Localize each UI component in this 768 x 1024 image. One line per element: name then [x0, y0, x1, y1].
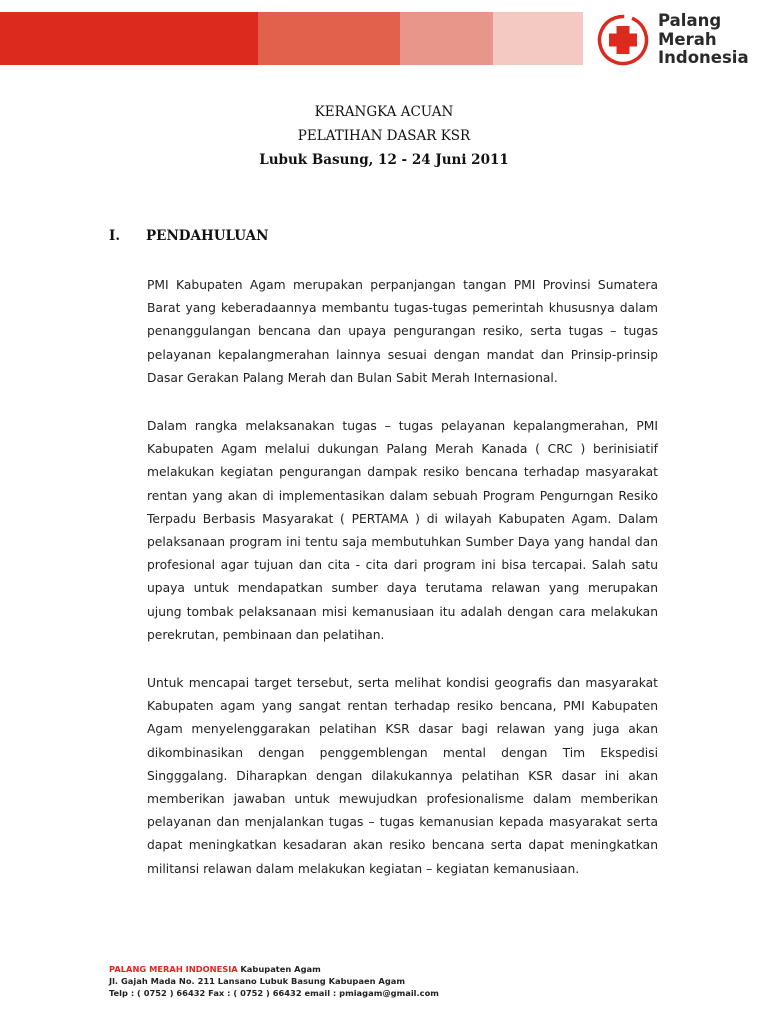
band-segment [400, 12, 493, 65]
paragraph-1: PMI Kabupaten Agam merupakan perpanjangan tangan PMI Provinsi Sumatera Barat yang keberadaannya membantu tugas-tugas pemerintah khususnya dalam penanggulangan bencana dan upaya pengurangan resiko, serta tugas – tugas pelayanan kepalangmerahan lainnya sesuai dengan mandat dan Prinsip-prinsip Dasar Gerakan Palang Merah dan Bulan Sabit Merah Internasional. [147, 278, 658, 385]
pmi-logo [596, 12, 749, 68]
section-title: PENDAHULUAN [146, 228, 269, 244]
title-line-1: KERANGKA ACUAN [314, 104, 454, 120]
logo-line-2: Merah [658, 29, 717, 49]
band-segment [0, 12, 258, 65]
band-segment [493, 12, 583, 65]
title-line-2: PELATIHAN DASAR KSR [297, 128, 471, 144]
band-segment [258, 12, 400, 65]
header-color-band [0, 12, 583, 65]
title-line-3: Lubuk Basung, 12 - 24 Juni 2011 [259, 152, 509, 168]
section-number: I. [109, 228, 121, 244]
logo-line-3: Indonesia [658, 48, 749, 67]
red-cross-icon [596, 13, 650, 67]
paragraph-3: Untuk mencapai target tersebut, serta melihat kondisi geografis dan masyarakat Kabupaten agam yang sangat rentan terhadap resiko bencana, PMI Kabupaten Agam menyelenggarakan pelatihan KSR dasar bagi relawan yang juga akan dikombinasikan dengan penggemblengan mental dengan Tim Ekspedisi Singggalang. Diharapkan dengan dilakukannya pelatihan KSR dasar ini akan memberikan jawaban untuk mewujudkan profesionalisme dalam memberikan pelayanan dan menjalankan tugas – tugas kemanusian kepada masyarakat serta dapat meningkatkan kesadaran akan resiko bencana serta dapat meningkatkan militansi relawan dalam melakukan kegiatan – kegiatan kemanusiaan. [147, 676, 658, 876]
footer-contact: Telp : ( 0752 ) 66432 Fax : ( 0752 ) 66432 email : pmiagam@gmail.com [109, 988, 439, 998]
section-heading [109, 228, 268, 244]
footer-address: Jl. Gajah Mada No. 211 Lansano Lubuk Basung Kabupaen Agam [109, 976, 406, 986]
page-footer [109, 963, 439, 999]
logo-wordmark [658, 12, 749, 68]
footer-branch: Kabupaten Agam [240, 964, 321, 974]
footer-org-line [109, 963, 439, 975]
document-title [0, 100, 768, 172]
paragraph-2: Dalam rangka melaksanakan tugas – tugas pelayanan kepalangmerahan, PMI Kabupaten Agam melalui dukungan Palang Merah Kanada ( CRC ) berinisiatif melakukan kegiatan pengurangan dampak resiko bencana terhadap masyarakat rentan yang akan di implementasikan dalam sebuah Program Pengurngan Resiko Terpadu Berbasis Masyarakat ( PERTAMA ) di wilayah Kabupaten Agam. Dalam pelaksanaan program ini tentu saja membutuhkan Sumber Daya yang handal dan profesional agar tujuan dan cita - cita dari program ini bisa tercapai. Salah satu upaya untuk mendapatkan sumber daya terutama relawan yang merupakan ujung tombak pelaksanaan misi kemanusiaan itu adalah dengan cara melakukan perekrutan, pembinaan dan pelatihan. [147, 419, 658, 642]
footer-org: PALANG MERAH INDONESIA [109, 964, 238, 974]
logo-line-1: Palang [658, 11, 722, 30]
